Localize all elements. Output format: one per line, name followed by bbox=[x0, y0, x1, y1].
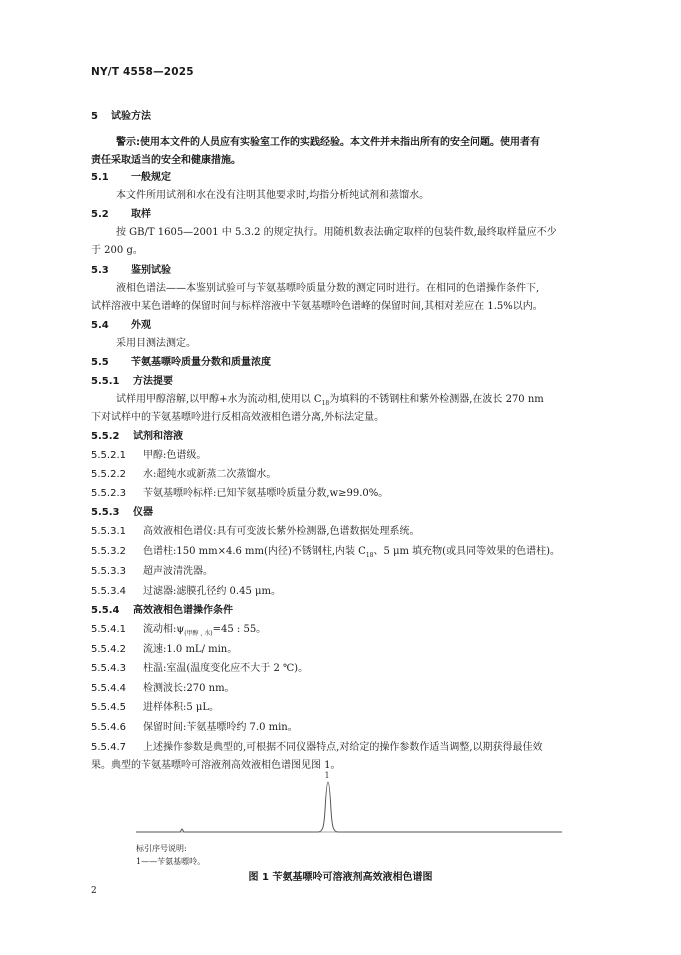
clause-title: 一般规定 bbox=[131, 172, 171, 183]
chromatogram-trace bbox=[136, 782, 562, 832]
clause-title: 试剂和溶液 bbox=[133, 431, 183, 442]
clause-text: 水:超纯水或新蒸二次蒸馏水。 bbox=[143, 469, 277, 480]
clause-5-5-4-2 bbox=[91, 643, 591, 657]
clause-5-5-3-4 bbox=[91, 585, 591, 599]
clause-number: 5.5.4.4 bbox=[91, 683, 126, 694]
clause-number: 5.5.1 bbox=[91, 376, 120, 387]
clause-title: 鉴别试验 bbox=[131, 265, 171, 276]
section-title: 试验方法 bbox=[111, 111, 151, 122]
standard-number: NY/T 4558—2025 bbox=[91, 66, 194, 78]
clause-text: 保留时间:苄氨基嘌呤约 7.0 min。 bbox=[143, 722, 298, 733]
clause-text: 进样体积:5 μL。 bbox=[143, 702, 220, 713]
clause-5-5-4-4 bbox=[91, 682, 591, 696]
subscript: 18 bbox=[321, 400, 330, 407]
clause-5-5-4-heading bbox=[91, 604, 591, 618]
clause-text: 上述操作参数是典型的,可根据不同仪器特点,对给定的操作参数作适当调整,以期获得最佳效 bbox=[143, 742, 543, 753]
clause-number: 5.3 bbox=[91, 265, 109, 276]
clause-5-5-2-1 bbox=[91, 449, 591, 463]
section-number: 5 bbox=[91, 111, 98, 122]
clause-number: 5.5.2.3 bbox=[91, 488, 126, 499]
clause-5-5-4-5 bbox=[91, 701, 591, 715]
text-part: 流动相:ψ bbox=[143, 624, 185, 635]
clause-title: 高效液相色谱操作条件 bbox=[133, 605, 233, 616]
clause-text: 流速:1.0 mL/ min。 bbox=[143, 644, 238, 655]
warning-line-2: 责任采取适当的安全和健康措施。 bbox=[91, 155, 241, 166]
clause-number: 5.5.4.1 bbox=[91, 624, 126, 635]
clause-text: 超声波清洗器。 bbox=[143, 566, 213, 577]
clause-5-2-line-1: 按 GB/T 1605—2001 中 5.3.2 的规定执行。用随机数表法确定取样的包装件数,最终取样量应不少 bbox=[116, 227, 557, 238]
clause-number: 5.5 bbox=[91, 357, 109, 368]
clause-text: 柱温:室温(温度变化应不大于 2 ℃)。 bbox=[143, 663, 309, 674]
clause-5-5-1-line-1 bbox=[116, 393, 616, 411]
clause-number: 5.5.2.1 bbox=[91, 450, 126, 461]
clause-number: 5.5.3.4 bbox=[91, 586, 126, 597]
clause-5-5-3-heading bbox=[91, 506, 591, 520]
figure-legend-item: 1——苄氨基嘌呤。 bbox=[136, 857, 206, 866]
figure-caption: 图 1 苄氨基嘌呤可溶液剂高效液相色谱图 bbox=[248, 872, 433, 883]
clause-5-5-4-3 bbox=[91, 662, 591, 676]
clause-5-1-text: 本文件所用试剂和水在没有注明其他要求时,均指分析纯试剂和蒸馏水。 bbox=[116, 190, 430, 201]
subscript: 18 bbox=[365, 552, 374, 559]
clause-text: 苄氨基嘌呤标样:已知苄氨基嘌呤质量分数,w≥99.0%。 bbox=[143, 488, 389, 499]
clause-number: 5.4 bbox=[91, 320, 109, 331]
clause-5-3-line-1: 液相色谱法——本鉴别试验可与苄氨基嘌呤质量分数的测定同时进行。在相同的色谱操作条件下, bbox=[116, 283, 540, 294]
clause-number: 5.5.3.2 bbox=[91, 546, 126, 557]
clause-5-5-4-7 bbox=[91, 741, 591, 755]
peak-label: 1 bbox=[324, 771, 330, 780]
clause-5-5-2-2 bbox=[91, 468, 591, 482]
clause-number: 5.5.2 bbox=[91, 431, 120, 442]
clause-5-5-3-2 bbox=[91, 545, 591, 563]
clause-5-5-4-1 bbox=[91, 623, 591, 641]
warning-line-1: 警示:使用本文件的人员应有实验室工作的实践经验。本文件并未指出所有的安全问题。使用者有 bbox=[116, 137, 540, 148]
clause-title: 仪器 bbox=[133, 507, 153, 518]
clause-5-2-heading bbox=[91, 208, 591, 222]
clause-number: 5.5.4.3 bbox=[91, 663, 126, 674]
clause-text: 高效液相色谱仪:具有可变波长紫外检测器,色谱数据处理系统。 bbox=[143, 526, 420, 537]
clause-number: 5.5.3.3 bbox=[91, 566, 126, 577]
clause-5-3-heading bbox=[91, 264, 591, 278]
section-5-heading bbox=[91, 110, 591, 124]
clause-number: 5.2 bbox=[91, 209, 109, 220]
clause-text: 过滤器:滤膜孔径约 0.45 μm。 bbox=[143, 586, 281, 597]
clause-number: 5.5.3.1 bbox=[91, 526, 126, 537]
text-part: 色谱柱:150 mm×4.6 mm(内径)不锈钢柱,内装 C bbox=[143, 546, 366, 557]
clause-text: 检测波长:270 nm。 bbox=[143, 683, 235, 694]
text-part: 、5 μm 填充物(或具同等效果的色谱柱)。 bbox=[373, 546, 560, 557]
page-number: 2 bbox=[91, 886, 97, 896]
clause-5-2-line-2: 于 200 g。 bbox=[91, 245, 143, 256]
clause-5-5-4-6 bbox=[91, 721, 591, 735]
clause-text: 甲醇:色谱级。 bbox=[143, 450, 207, 461]
clause-5-5-2-3 bbox=[91, 487, 591, 501]
clause-number: 5.5.4.7 bbox=[91, 742, 126, 753]
chromatogram-figure bbox=[130, 770, 570, 840]
clause-number: 5.5.4.2 bbox=[91, 644, 126, 655]
figure-legend-title: 标引序号说明: bbox=[136, 844, 187, 853]
clause-5-5-4-7-line-2: 果。典型的苄氨基嘌呤可溶液剂高效液相色谱图见图 1。 bbox=[91, 760, 341, 771]
clause-5-5-heading bbox=[91, 356, 591, 370]
clause-5-3-line-2: 试样溶液中某色谱峰的保留时间与标样溶液中苄氨基嘌呤色谱峰的保留时间,其相对差应在 1.5%以内。 bbox=[91, 301, 543, 312]
clause-5-5-3-1 bbox=[91, 525, 591, 539]
clause-5-5-1-heading bbox=[91, 375, 591, 389]
text-part: 试样用甲醇溶解,以甲醇+水为流动相,使用以 C bbox=[116, 394, 322, 405]
clause-title: 取样 bbox=[131, 209, 151, 220]
clause-number: 5.1 bbox=[91, 172, 109, 183]
clause-5-5-2-heading bbox=[91, 430, 591, 444]
clause-number: 5.5.4.6 bbox=[91, 722, 126, 733]
clause-5-5-1-line-2: 下对试样中的苄氨基嘌呤进行反相高效液相色谱分离,外标法定量。 bbox=[91, 412, 385, 423]
clause-5-1-heading bbox=[91, 171, 591, 185]
text-part: 为填料的不锈钢柱和紫外检测器,在波长 270 nm bbox=[329, 394, 544, 405]
clause-number: 5.5.4 bbox=[91, 605, 120, 616]
clause-5-5-3-3 bbox=[91, 565, 591, 579]
text-part: =45 : 55。 bbox=[212, 624, 267, 635]
clause-title: 苄氨基嘌呤质量分数和质量浓度 bbox=[131, 357, 271, 368]
clause-5-4-text: 采用目测法测定。 bbox=[116, 338, 196, 349]
subscript: (甲醇 , 水) bbox=[184, 630, 213, 637]
clause-title: 外观 bbox=[131, 320, 151, 331]
clause-title: 方法提要 bbox=[133, 376, 173, 387]
clause-number: 5.5.4.5 bbox=[91, 702, 126, 713]
clause-5-4-heading bbox=[91, 319, 591, 333]
clause-number: 5.5.3 bbox=[91, 507, 120, 518]
clause-number: 5.5.2.2 bbox=[91, 469, 126, 480]
